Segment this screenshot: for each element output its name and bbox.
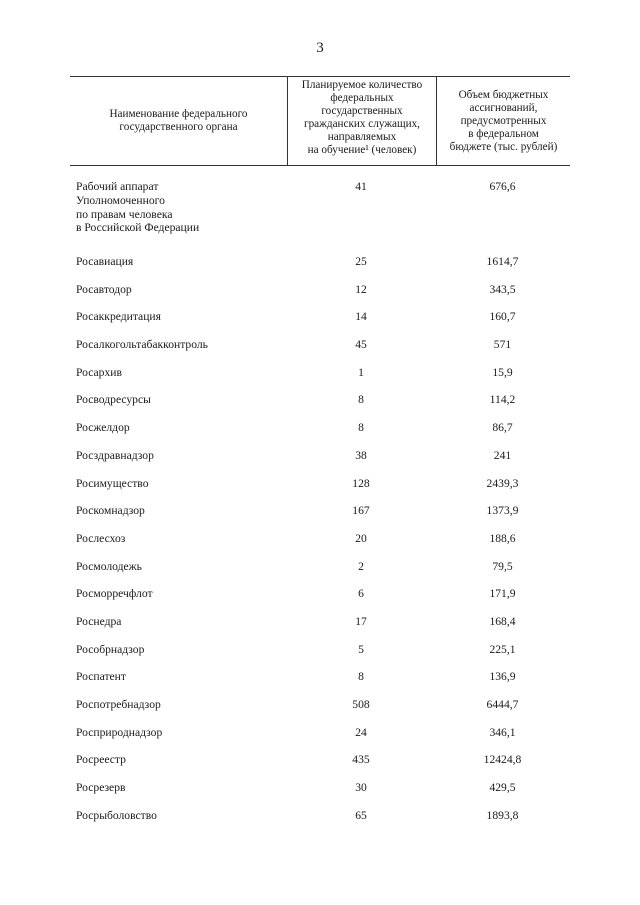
table-row (70, 255, 570, 283)
employee-count-cell: 8 (358, 393, 364, 407)
agency-name-cell: Роспотребнадзор (76, 698, 161, 711)
budget-amount-cell: 1373,9 (486, 504, 519, 518)
budget-amount-cell: 571 (493, 338, 512, 352)
table-row (70, 726, 570, 754)
table-row (70, 449, 570, 477)
table-header (70, 76, 570, 166)
table-row (70, 615, 570, 643)
table-body (70, 180, 570, 836)
budget-amount-cell: 6444,7 (486, 698, 519, 711)
employee-count-cell: 508 (352, 698, 370, 711)
agency-name-cell: Росприроднадзор (76, 725, 163, 739)
employee-count-cell: 167 (352, 504, 370, 518)
agency-name-cell: Рослесхоз (76, 531, 126, 545)
employee-count-cell: 30 (355, 781, 367, 795)
header-budget-label: Объем бюджетных ассигнований, предусмотренных в федеральном бюджете (тыс. рублей) (449, 88, 558, 153)
agency-name-cell: Росавиация (76, 255, 134, 268)
table-row (70, 670, 570, 698)
employee-count-cell: 25 (355, 255, 367, 268)
page-number: 3 (316, 40, 324, 56)
agency-name-cell: Росмолодежь (76, 559, 142, 573)
budget-amount-cell: 1614,7 (486, 255, 519, 268)
table-row (70, 310, 570, 338)
table-row (70, 283, 570, 311)
header-cell-employees (287, 77, 436, 165)
agency-name-cell: Росздравнадзор (76, 448, 154, 462)
agency-name-cell: Росархив (76, 365, 122, 379)
employee-count-cell: 14 (355, 310, 367, 324)
agency-name-cell: Росрезерв (76, 781, 126, 795)
agency-name-cell: Роснедра (76, 614, 122, 628)
agency-name-cell: Росреестр (76, 753, 126, 767)
agency-name-cell: Росаккредитация (76, 310, 161, 324)
table-row (70, 393, 570, 421)
employee-count-cell: 128 (352, 476, 370, 490)
employee-count-cell: 41 (355, 180, 367, 193)
budget-amount-cell: 1893,8 (486, 808, 519, 822)
budget-amount-cell: 171,9 (489, 587, 516, 601)
budget-amount-cell: 136,9 (489, 670, 516, 684)
budget-amount-cell: 168,4 (489, 614, 516, 628)
table-row (70, 421, 570, 449)
employee-count-cell: 2 (358, 559, 364, 573)
table-row (70, 643, 570, 671)
agency-name-cell: Роскомнадзор (76, 504, 145, 518)
budget-amount-cell: 343,5 (489, 282, 516, 296)
budget-amount-cell: 188,6 (489, 531, 516, 545)
budget-amount-cell: 15,9 (492, 365, 513, 379)
budget-amount-cell: 160,7 (489, 310, 516, 324)
budget-amount-cell: 346,1 (489, 725, 516, 739)
employee-count-cell: 8 (358, 421, 364, 435)
agency-name-cell: Росжелдор (76, 421, 130, 435)
employee-count-cell: 435 (352, 753, 370, 767)
employee-count-cell: 6 (358, 587, 364, 601)
header-employees-label: Планируемое количество федеральных государственных гражданских служащих, направляемых на обучение¹ (человек) (301, 79, 423, 156)
employee-count-cell: 5 (358, 642, 364, 656)
budget-amount-cell: 79,5 (492, 559, 513, 573)
employee-count-cell: 20 (355, 531, 367, 545)
employee-count-cell: 17 (355, 614, 367, 628)
table-row (70, 560, 570, 588)
budget-amount-cell: 429,5 (489, 781, 516, 795)
table-row (70, 809, 570, 837)
employee-count-cell: 45 (355, 338, 367, 352)
table-row (70, 698, 570, 726)
table-row (70, 587, 570, 615)
table-row (70, 781, 570, 809)
header-agency-label: Наименование федерального государственного органа (109, 108, 248, 133)
table-row (70, 532, 570, 560)
agency-name-cell: Росморречфлот (76, 587, 153, 601)
employee-count-cell: 38 (355, 448, 367, 462)
agency-name-cell: Росимущество (76, 476, 149, 490)
agency-name-cell: Рособрнадзор (76, 642, 145, 656)
table-row (70, 753, 570, 781)
agency-name-cell: Росрыболовство (76, 808, 157, 822)
employee-count-cell: 8 (358, 670, 364, 684)
budget-amount-cell: 676,6 (489, 180, 516, 193)
budget-amount-cell: 86,7 (492, 421, 513, 435)
budget-amount-cell: 114,2 (489, 393, 516, 407)
table-row (70, 477, 570, 505)
table-row (70, 366, 570, 394)
budget-amount-cell: 225,1 (489, 642, 516, 656)
budget-amount-cell: 2439,3 (486, 476, 519, 490)
employee-count-cell: 24 (355, 725, 367, 739)
table-row (70, 338, 570, 366)
header-cell-budget (436, 77, 570, 165)
agency-name-cell: Рабочий аппарат Уполномоченного по правам человека в Российской Федерации (76, 180, 200, 235)
agency-name-cell: Роспатент (76, 670, 126, 684)
agency-name-cell: Росалкогольтабакконтроль (76, 338, 208, 352)
employee-count-cell: 1 (358, 365, 364, 379)
header-cell-agency (70, 77, 287, 165)
budget-amount-cell: 12424,8 (483, 753, 522, 767)
agency-name-cell: Росводресурсы (76, 393, 151, 407)
table-row (70, 504, 570, 532)
employee-count-cell: 65 (355, 808, 367, 822)
budget-amount-cell: 241 (493, 448, 512, 462)
agency-name-cell: Росавтодор (76, 282, 132, 296)
employee-count-cell: 12 (355, 282, 367, 296)
budget-table (70, 76, 570, 822)
table-row (70, 180, 570, 255)
